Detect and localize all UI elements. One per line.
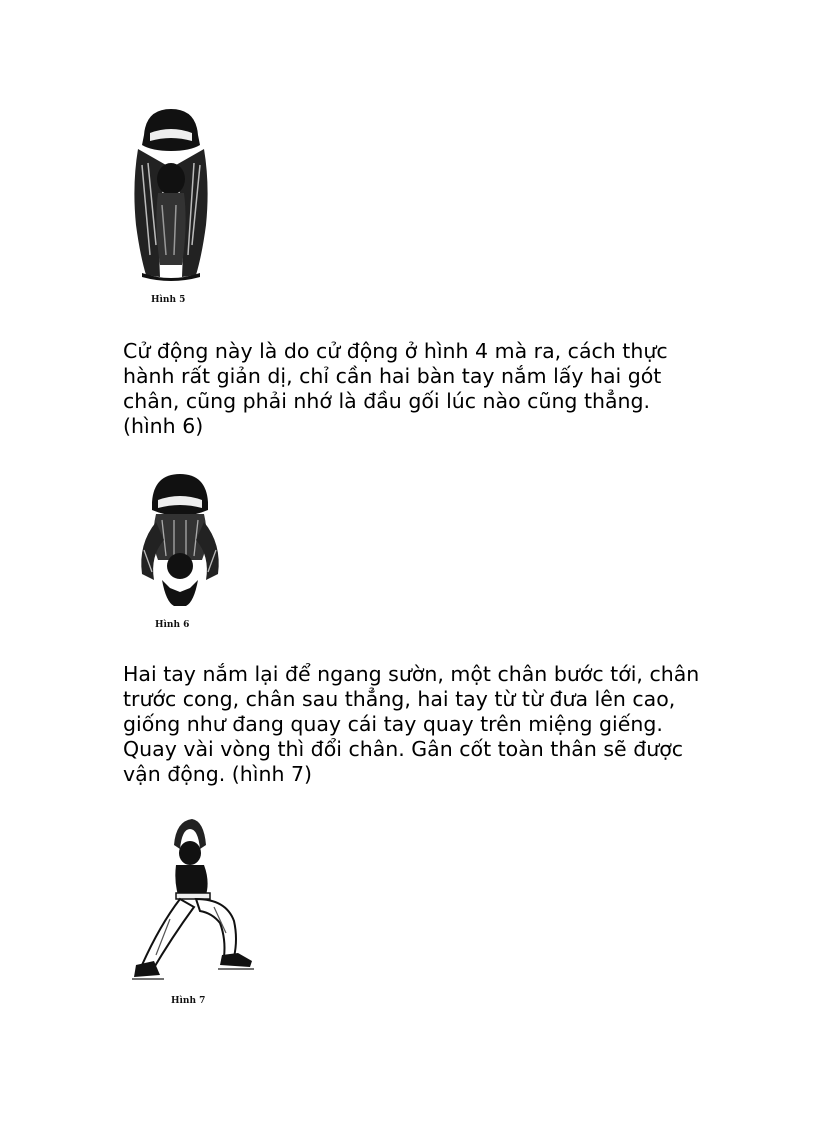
figure-6 (134, 470, 224, 610)
paragraph-1: Cử động này là do cử động ở hình 4 mà ra, cách thực hành rất giản dị, chỉ cần hai bàn tay nắm lấy hai gót chân, cũng phải nhớ là đầu gối lúc nào cũng thẳng. (hình 6) (123, 339, 668, 438)
paragraph-2: Hai tay nắm lại để ngang sườn, một chân bước tới, chân trước cong, chân sau thẳng, hai tay từ từ đưa lên cao, giống như đang quay cái tay quay trên miệng giếng. Quay vài vòng thì đổi chân. Gân cốt toàn thân sẽ được vận động. (hình 7) (123, 662, 700, 786)
figure-5-caption: Hình 5 (151, 295, 186, 305)
bending-figure-holding-heels-illustration (134, 470, 224, 610)
figure-7-caption: Hình 7 (171, 996, 206, 1006)
figure-5 (130, 105, 212, 283)
lunging-figure-arms-raised-illustration (130, 815, 260, 985)
figure-7 (130, 815, 260, 985)
bending-figure-hands-to-feet-illustration (130, 105, 212, 283)
figure-6-caption: Hình 6 (155, 620, 190, 630)
